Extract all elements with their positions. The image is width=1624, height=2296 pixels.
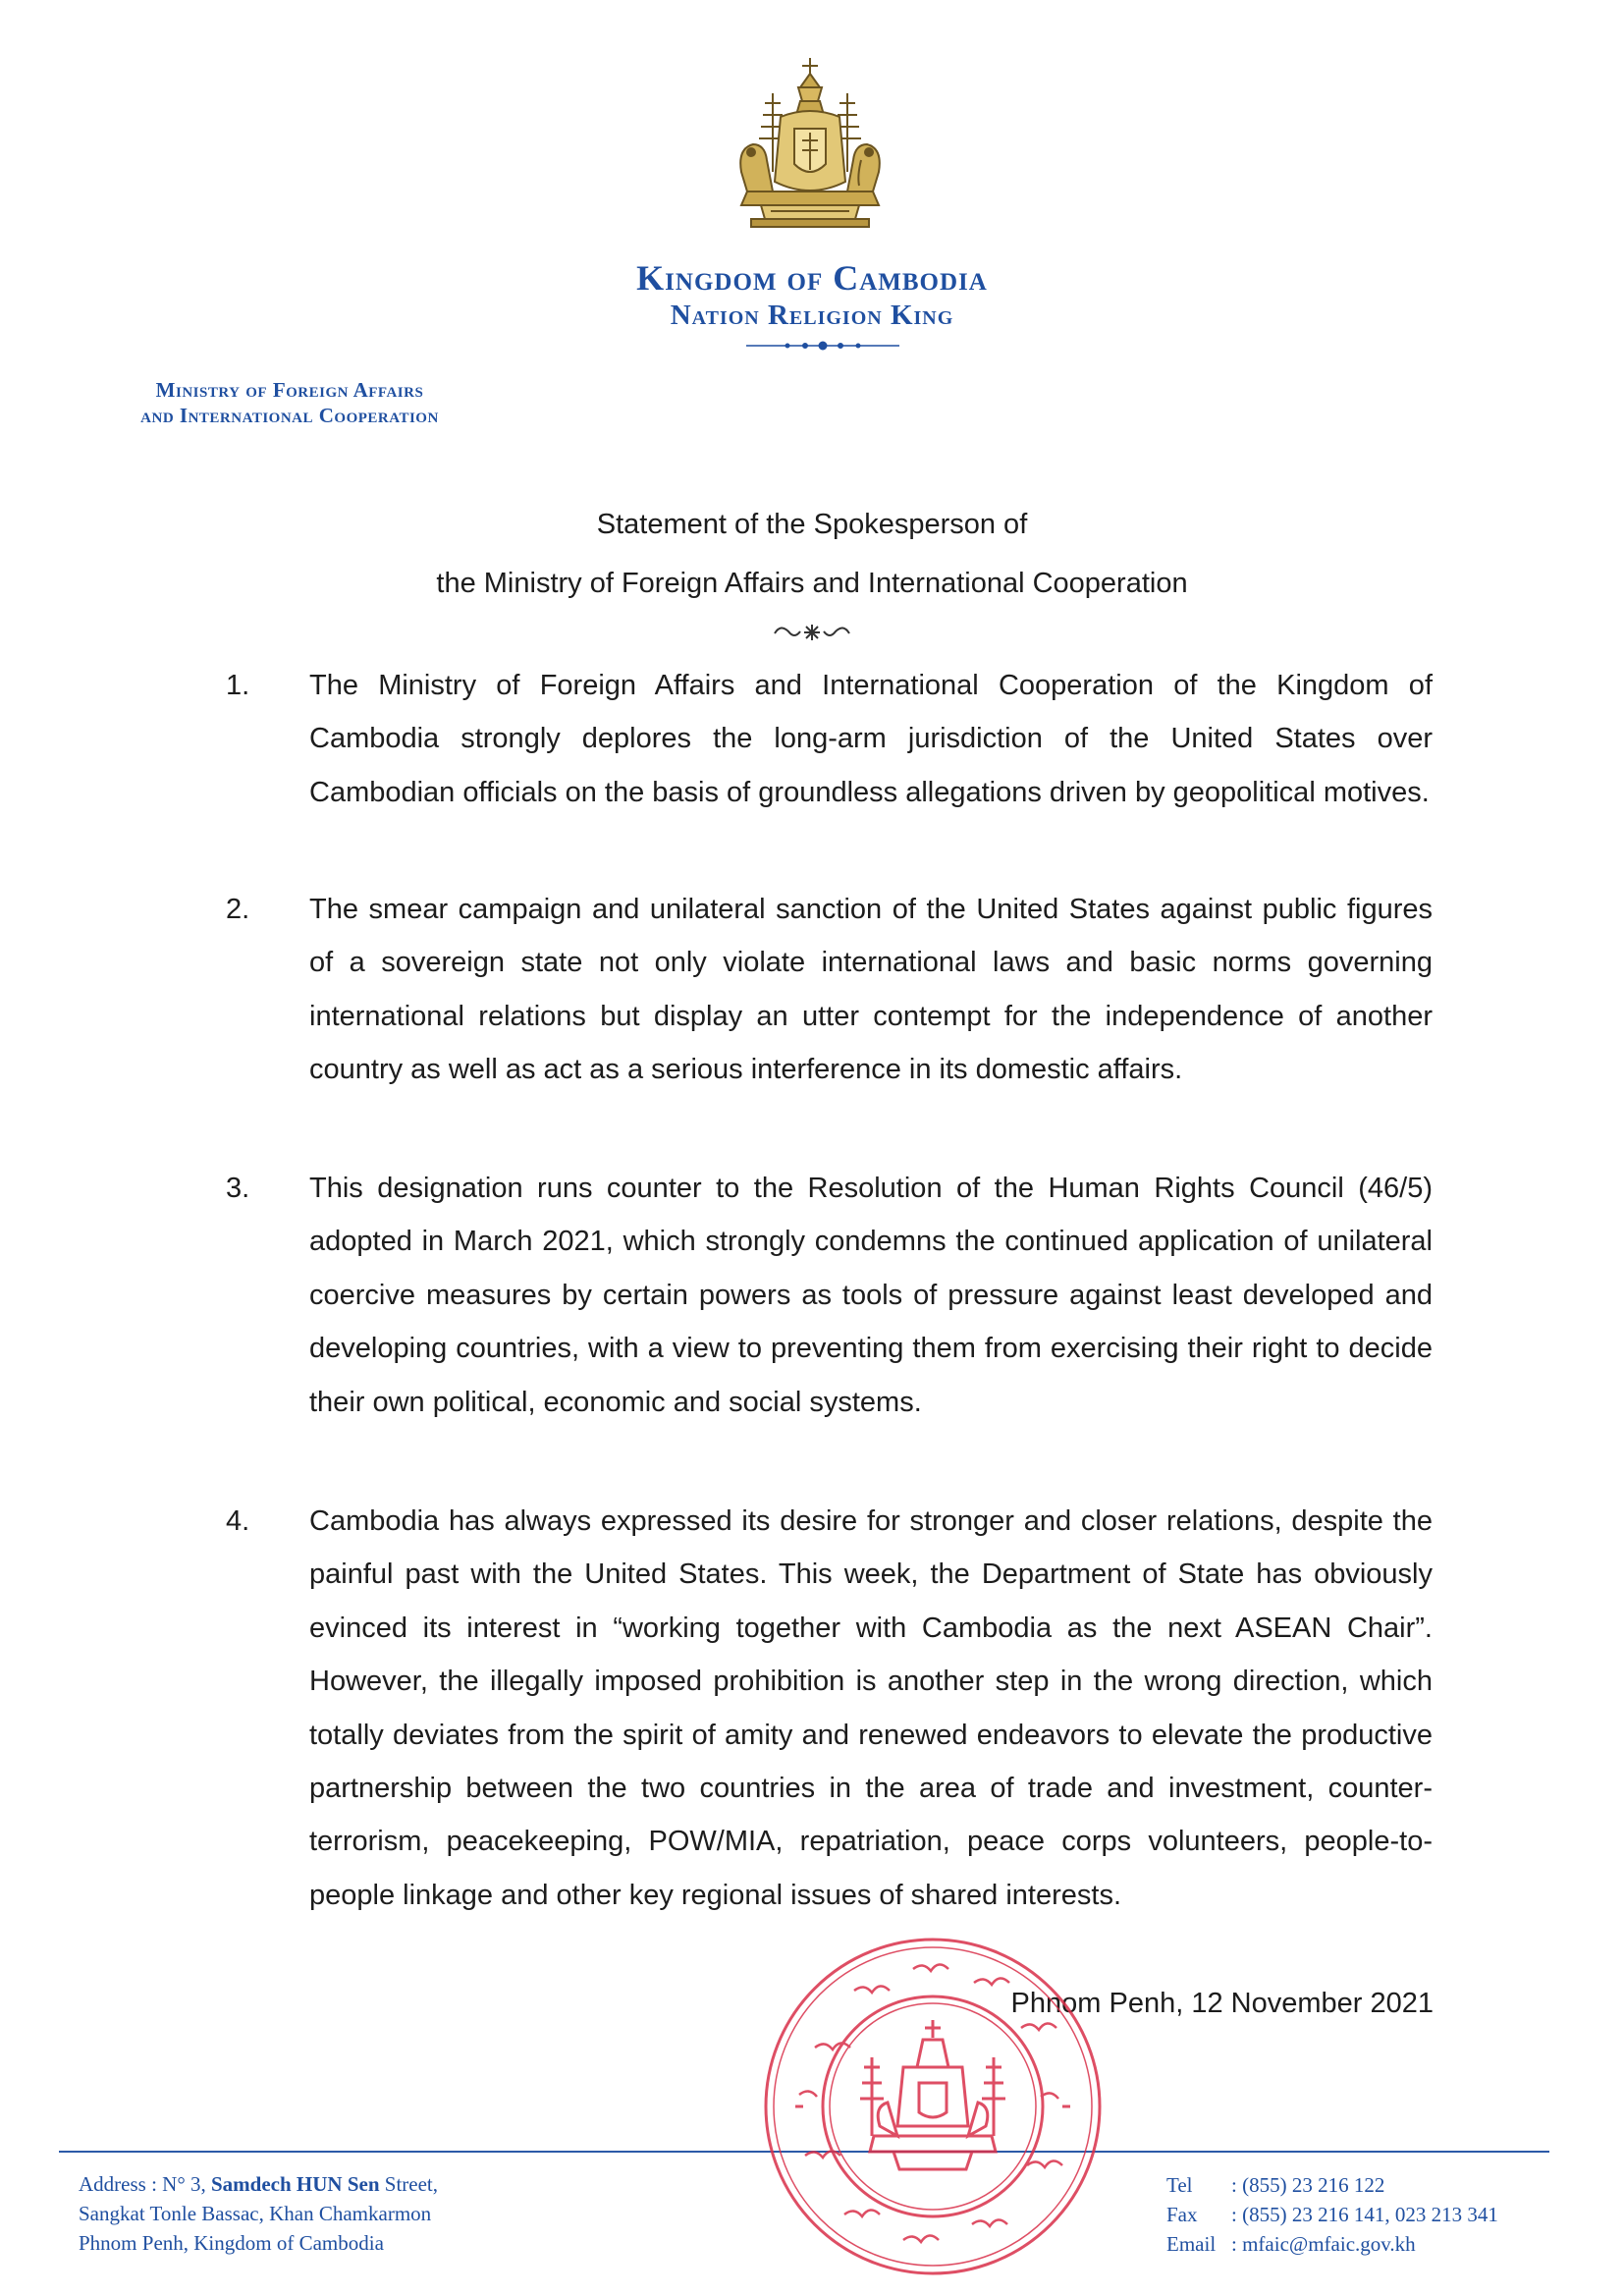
paragraph-number: 4. (226, 1505, 250, 1537)
contact-fax (1166, 2200, 1498, 2229)
statement-paragraph (226, 1495, 1434, 1922)
contact-tel (1166, 2170, 1384, 2200)
statement-title-line1: Statement of the Spokesperson of (596, 509, 1028, 540)
email-value[interactable]: : mfaic@mfaic.gov.kh (1231, 2232, 1416, 2256)
ministry-name-line2: and International Cooperation (140, 404, 439, 427)
paragraph-text: This designation runs counter to the Resolution of the Human Rights Council (46/5) adopted in March 2021, which strongly condemns the continued application of unilateral coercive measures by certain powers as tools of pressure against least developed and developing countries, with a view to preventing them from exercising their right to decide their own political, economic and social systems. (309, 1173, 1433, 1418)
paragraph-text: The smear campaign and unilateral sanction of the United States against public figures of a sovereign state not only violate international laws and basic norms governing international relations but display an utter contempt for the independence of another country as well as act as a serious interference in its domestic affairs. (309, 894, 1433, 1086)
coat-of-arms-icon (712, 54, 908, 241)
fax-label: Fax (1166, 2203, 1198, 2226)
paragraph-number: 3. (226, 1173, 250, 1204)
title-ornament-icon (771, 622, 853, 643)
contact-email (1166, 2229, 1416, 2259)
address-line3: Phnom Penh, Kingdom of Cambodia (79, 2231, 384, 2255)
paragraph-number: 2. (226, 894, 250, 925)
address-street: Samdech HUN Sen (210, 2172, 380, 2196)
statement-title-line2: the Ministry of Foreign Affairs and International Cooperation (436, 568, 1188, 599)
address-suffix: Street, (379, 2172, 438, 2196)
statement-paragraph (226, 1162, 1434, 1429)
paragraph-text: Cambodia has always expressed its desire for stronger and closer relations, despite the painful past with the United States. This week, the Department of State has obviously evinced its interest in “working together with Cambodia as the next ASEAN Chair”. However, the illegally imposed prohibition is another step in the wrong direction, which totally deviates from the spirit of amity and renewed endeavors to elevate the productive partnership between the two countries in the area of trade and investment, counter-terrorism, peacekeeping, POW/MIA, repatriation, peace corps volunteers, people-to-people linkage and other key regional issues of shared interests. (309, 1505, 1433, 1911)
address-line2: Sangkat Tonle Bassac, Khan Chamkarmon (79, 2202, 432, 2225)
national-motto: Nation Religion King (670, 300, 954, 331)
ministry-seal-stamp-icon (756, 1930, 1110, 2283)
statement-paragraph (226, 883, 1434, 1097)
address-line1 (79, 2169, 438, 2199)
tel-value: : (855) 23 216 122 (1231, 2173, 1385, 2197)
fax-value: : (855) 23 216 141, 023 213 341 (1231, 2203, 1498, 2226)
email-label: Email (1166, 2232, 1217, 2256)
country-name: Kingdom of Cambodia (636, 258, 988, 298)
statement-paragraph (226, 659, 1434, 819)
ornament-divider-icon (742, 340, 903, 352)
paragraph-text: The Ministry of Foreign Affairs and International Cooperation of the Kingdom of Cambodia strongly deplores the long-arm jurisdiction of the United States over Cambodian officials on the basis of groundless allegations driven by geopolitical motives. (309, 670, 1433, 808)
ministry-name-line1: Ministry of Foreign Affairs (155, 378, 424, 402)
address-prefix: Address : N° 3, (79, 2172, 211, 2196)
tel-label: Tel (1166, 2173, 1193, 2197)
place-and-date: Phnom Penh, 12 November 2021 (1010, 1988, 1434, 2019)
paragraph-number: 1. (226, 670, 250, 701)
